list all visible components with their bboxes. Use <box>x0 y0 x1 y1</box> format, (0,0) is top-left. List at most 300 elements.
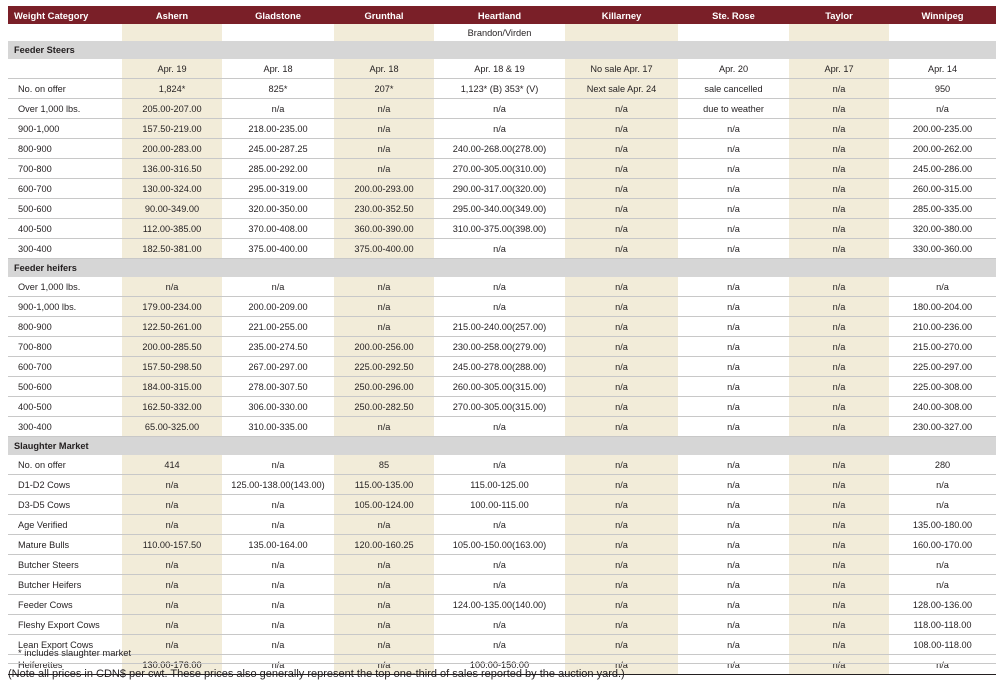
price-cell: 135.00-180.00 <box>889 515 996 535</box>
price-cell: 100.00-115.00 <box>434 495 565 515</box>
price-cell: n/a <box>334 575 434 595</box>
price-cell: 160.00-170.00 <box>889 535 996 555</box>
table-row <box>8 575 996 595</box>
price-cell: 295.00-340.00(349.00) <box>434 199 565 219</box>
table-row <box>8 595 996 615</box>
price-cell: sale cancelled <box>678 79 789 99</box>
price-cell: n/a <box>678 635 789 655</box>
price-cell: 414 <box>122 455 222 475</box>
price-cell: n/a <box>334 99 434 119</box>
price-cell: n/a <box>565 159 678 179</box>
sale-date-cell: Apr. 17 <box>789 59 889 79</box>
price-cell: n/a <box>678 575 789 595</box>
price-cell: 950 <box>889 79 996 99</box>
price-cell: 215.00-270.00 <box>889 337 996 357</box>
heartland-location-label: Brandon/Virden <box>467 27 532 38</box>
price-cell: 130.00-324.00 <box>122 179 222 199</box>
section-row <box>8 41 996 59</box>
price-cell: n/a <box>789 515 889 535</box>
price-cell: n/a <box>678 219 789 239</box>
price-cell: n/a <box>565 277 678 297</box>
price-cell: n/a <box>122 277 222 297</box>
section-title: Slaughter Market <box>8 437 996 456</box>
price-cell: n/a <box>565 635 678 655</box>
price-cell: n/a <box>334 159 434 179</box>
price-cell: 157.50-219.00 <box>122 119 222 139</box>
price-cell: n/a <box>889 575 996 595</box>
price-cell: n/a <box>565 239 678 259</box>
price-cell: n/a <box>334 595 434 615</box>
price-cell: 136.00-316.50 <box>122 159 222 179</box>
sale-date-cell: Apr. 18 <box>222 59 334 79</box>
row-label: D3-D5 Cows <box>8 495 122 515</box>
price-cell: 230.00-352.50 <box>334 199 434 219</box>
price-cell: 105.00-124.00 <box>334 495 434 515</box>
table-body <box>8 24 996 675</box>
price-cell: 221.00-255.00 <box>222 317 334 337</box>
price-cell: 118.00-118.00 <box>889 615 996 635</box>
column-header-taylor: Taylor <box>789 6 889 24</box>
table-row <box>8 119 996 139</box>
price-cell: n/a <box>334 139 434 159</box>
notes-area <box>8 643 996 664</box>
price-cell: n/a <box>678 615 789 635</box>
price-cell: 110.00-157.50 <box>122 535 222 555</box>
price-cell: n/a <box>789 655 889 675</box>
price-cell: 285.00-292.00 <box>222 159 334 179</box>
price-cell: n/a <box>789 495 889 515</box>
row-label: Over 1,000 lbs. <box>8 277 122 297</box>
price-cell: n/a <box>565 99 678 119</box>
price-cell: 65.00-325.00 <box>122 417 222 437</box>
price-cell: n/a <box>889 655 996 675</box>
price-cell: 205.00-207.00 <box>122 99 222 119</box>
price-cell: 218.00-235.00 <box>222 119 334 139</box>
price-cell: 115.00-135.00 <box>334 475 434 495</box>
table-row <box>8 495 996 515</box>
price-cell: n/a <box>678 357 789 377</box>
price-cell: 200.00-293.00 <box>334 179 434 199</box>
table-row <box>8 555 996 575</box>
price-cell: 108.00-118.00 <box>889 635 996 655</box>
price-cell: n/a <box>789 317 889 337</box>
row-label: 400-500 <box>8 219 122 239</box>
row-label: 700-800 <box>8 159 122 179</box>
price-cell: 122.50-261.00 <box>122 317 222 337</box>
table-row <box>8 377 996 397</box>
price-cell: n/a <box>565 655 678 675</box>
table-row <box>8 199 996 219</box>
price-cell: n/a <box>434 417 565 437</box>
subheader-cell <box>678 24 789 41</box>
price-cell: n/a <box>789 635 889 655</box>
price-cell: n/a <box>122 595 222 615</box>
price-cell: n/a <box>565 417 678 437</box>
price-cell: n/a <box>789 377 889 397</box>
sale-date-cell: Apr. 20 <box>678 59 789 79</box>
sale-dates-row <box>8 59 996 79</box>
price-cell: n/a <box>565 495 678 515</box>
price-cell: n/a <box>789 179 889 199</box>
row-label: 400-500 <box>8 397 122 417</box>
column-header-killarney: Killarney <box>565 6 678 24</box>
price-cell: n/a <box>678 337 789 357</box>
price-cell: n/a <box>678 179 789 199</box>
row-label: No. on offer <box>8 79 122 99</box>
price-cell: 260.00-315.00 <box>889 179 996 199</box>
column-header-weight-category: Weight Category <box>8 6 122 24</box>
column-header-ste-rose: Ste. Rose <box>678 6 789 24</box>
price-cell: n/a <box>678 515 789 535</box>
price-cell: 135.00-164.00 <box>222 535 334 555</box>
price-cell: n/a <box>222 99 334 119</box>
price-cell: 280 <box>889 455 996 475</box>
price-cell: 320.00-380.00 <box>889 219 996 239</box>
price-cell: n/a <box>334 417 434 437</box>
row-label: 800-900 <box>8 317 122 337</box>
price-cell: 370.00-408.00 <box>222 219 334 239</box>
price-cell: n/a <box>565 397 678 417</box>
price-cell: n/a <box>789 199 889 219</box>
price-cell: n/a <box>122 475 222 495</box>
subheader-cell <box>789 24 889 41</box>
price-cell: 295.00-319.00 <box>222 179 334 199</box>
price-cell: n/a <box>434 635 565 655</box>
price-cell: n/a <box>334 317 434 337</box>
sale-date-cell: Apr. 18 <box>334 59 434 79</box>
price-cell: 125.00-138.00(143.00) <box>222 475 334 495</box>
column-header-heartland: Heartland <box>434 6 565 24</box>
price-cell: n/a <box>122 515 222 535</box>
price-cell: 90.00-349.00 <box>122 199 222 219</box>
price-cell: n/a <box>678 239 789 259</box>
table-row <box>8 455 996 475</box>
table-header-row <box>8 6 996 24</box>
price-cell: 270.00-305.00(315.00) <box>434 397 565 417</box>
price-cell: n/a <box>678 555 789 575</box>
price-cell: n/a <box>122 495 222 515</box>
price-cell: 200.00-283.00 <box>122 139 222 159</box>
price-cell: 105.00-150.00(163.00) <box>434 535 565 555</box>
row-label: 300-400 <box>8 417 122 437</box>
table-row <box>8 139 996 159</box>
price-cell: 245.00-286.00 <box>889 159 996 179</box>
price-cell: n/a <box>678 119 789 139</box>
section-title: Feeder heifers <box>8 259 996 278</box>
price-cell: 225.00-297.00 <box>889 357 996 377</box>
price-cell: n/a <box>222 655 334 675</box>
subheader-cell <box>334 24 434 41</box>
price-disclaimer: (Note all prices in CDN$ per cwt. These prices also generally represent the top one-third of sales reported by the auction yard.) <box>8 668 625 680</box>
row-label: 300-400 <box>8 239 122 259</box>
row-label: 600-700 <box>8 357 122 377</box>
price-cell: 207* <box>334 79 434 99</box>
price-cell: 85 <box>334 455 434 475</box>
price-cell: n/a <box>789 357 889 377</box>
price-cell: 375.00-400.00 <box>222 239 334 259</box>
price-cell: n/a <box>334 555 434 575</box>
price-cell: n/a <box>678 199 789 219</box>
table-row <box>8 317 996 337</box>
price-cell: 162.50-332.00 <box>122 397 222 417</box>
table-row <box>8 159 996 179</box>
price-cell: n/a <box>789 119 889 139</box>
price-cell: n/a <box>565 337 678 357</box>
price-cell: n/a <box>565 475 678 495</box>
price-cell: 360.00-390.00 <box>334 219 434 239</box>
price-cell: 115.00-125.00 <box>434 475 565 495</box>
location-subheader-row <box>8 24 996 41</box>
price-cell: n/a <box>334 515 434 535</box>
price-cell: n/a <box>789 615 889 635</box>
price-cell: n/a <box>678 595 789 615</box>
sale-date-cell: Apr. 18 & 19 <box>434 59 565 79</box>
sale-date-label <box>8 59 122 79</box>
price-cell: n/a <box>678 159 789 179</box>
price-cell: n/a <box>678 277 789 297</box>
section-row <box>8 437 996 456</box>
table-row <box>8 239 996 259</box>
price-cell: 245.00-287.25 <box>222 139 334 159</box>
row-label: Butcher Heifers <box>8 575 122 595</box>
price-cell: n/a <box>434 455 565 475</box>
price-cell: n/a <box>789 79 889 99</box>
price-cell: 290.00-317.00(320.00) <box>434 179 565 199</box>
price-cell: n/a <box>565 297 678 317</box>
section-row <box>8 259 996 278</box>
price-cell: n/a <box>565 219 678 239</box>
price-cell: n/a <box>789 555 889 575</box>
column-header-gladstone: Gladstone <box>222 6 334 24</box>
price-cell: n/a <box>889 495 996 515</box>
price-cell: 112.00-385.00 <box>122 219 222 239</box>
table-row <box>8 535 996 555</box>
price-cell: due to weather <box>678 99 789 119</box>
table-row <box>8 615 996 635</box>
price-cell: n/a <box>678 377 789 397</box>
price-cell: n/a <box>678 535 789 555</box>
price-cell: Next sale Apr. 24 <box>565 79 678 99</box>
price-cell: n/a <box>889 277 996 297</box>
price-cell: n/a <box>222 277 334 297</box>
price-cell: n/a <box>889 99 996 119</box>
price-cell: n/a <box>222 495 334 515</box>
price-cell: 225.00-292.50 <box>334 357 434 377</box>
price-cell: 310.00-335.00 <box>222 417 334 437</box>
price-cell: 285.00-335.00 <box>889 199 996 219</box>
price-cell: n/a <box>789 417 889 437</box>
price-cell: n/a <box>434 297 565 317</box>
price-cell: 267.00-297.00 <box>222 357 334 377</box>
price-cell: 278.00-307.50 <box>222 377 334 397</box>
subheader-cell <box>889 24 996 41</box>
price-cell: n/a <box>789 139 889 159</box>
price-cell: n/a <box>122 555 222 575</box>
footnote: * includes slaughter market <box>8 643 996 664</box>
price-cell: n/a <box>789 277 889 297</box>
column-header-grunthal: Grunthal <box>334 6 434 24</box>
price-cell: 270.00-305.00(310.00) <box>434 159 565 179</box>
price-cell: n/a <box>889 475 996 495</box>
price-cell: n/a <box>565 179 678 199</box>
price-cell: n/a <box>334 119 434 139</box>
price-cell: n/a <box>678 139 789 159</box>
price-cell: 120.00-160.25 <box>334 535 434 555</box>
price-cell: 260.00-305.00(315.00) <box>434 377 565 397</box>
price-cell: 230.00-258.00(279.00) <box>434 337 565 357</box>
price-cell: 200.00-262.00 <box>889 139 996 159</box>
row-label: D1-D2 Cows <box>8 475 122 495</box>
price-cell: n/a <box>789 219 889 239</box>
price-cell: 1,123* (B) 353* (V) <box>434 79 565 99</box>
price-cell: n/a <box>565 575 678 595</box>
row-label: 900-1,000 <box>8 119 122 139</box>
price-cell: n/a <box>889 555 996 575</box>
price-cell: 130.00-176.00 <box>122 655 222 675</box>
row-label: 800-900 <box>8 139 122 159</box>
price-cell: n/a <box>222 615 334 635</box>
sale-date-cell: No sale Apr. 17 <box>565 59 678 79</box>
price-cell: n/a <box>789 297 889 317</box>
price-cell: n/a <box>678 455 789 475</box>
subheader-cell <box>565 24 678 41</box>
table-row <box>8 99 996 119</box>
row-label: 600-700 <box>8 179 122 199</box>
price-cell: n/a <box>565 615 678 635</box>
price-cell: n/a <box>565 555 678 575</box>
price-cell: n/a <box>222 555 334 575</box>
price-cell: n/a <box>789 455 889 475</box>
price-cell: n/a <box>789 337 889 357</box>
price-cell: 330.00-360.00 <box>889 239 996 259</box>
price-cell: 100.00-150.00 <box>434 655 565 675</box>
price-cell: n/a <box>122 635 222 655</box>
price-cell: 250.00-282.50 <box>334 397 434 417</box>
price-cell: 825* <box>222 79 334 99</box>
table-row <box>8 277 996 297</box>
column-header-winnipeg: Winnipeg <box>889 6 996 24</box>
table-row <box>8 219 996 239</box>
row-label: Age Verified <box>8 515 122 535</box>
price-cell: n/a <box>789 595 889 615</box>
price-cell: n/a <box>334 277 434 297</box>
price-cell: n/a <box>678 495 789 515</box>
price-cell: n/a <box>565 455 678 475</box>
table-row <box>8 297 996 317</box>
price-cell: n/a <box>434 515 565 535</box>
price-cell: n/a <box>678 297 789 317</box>
price-cell: 200.00-209.00 <box>222 297 334 317</box>
price-cell: 200.00-256.00 <box>334 337 434 357</box>
price-cell: n/a <box>678 475 789 495</box>
price-cell: 128.00-136.00 <box>889 595 996 615</box>
price-cell: n/a <box>678 317 789 337</box>
price-cell: n/a <box>678 417 789 437</box>
price-cell: 225.00-308.00 <box>889 377 996 397</box>
table-row <box>8 397 996 417</box>
price-cell: 310.00-375.00(398.00) <box>434 219 565 239</box>
price-cell: n/a <box>222 515 334 535</box>
price-cell: 245.00-278.00(288.00) <box>434 357 565 377</box>
section-title: Feeder Steers <box>8 41 996 59</box>
table-row <box>8 417 996 437</box>
price-cell: n/a <box>565 357 678 377</box>
price-cell: n/a <box>222 635 334 655</box>
table-row <box>8 515 996 535</box>
row-label: Heiferettes <box>8 655 122 675</box>
price-cell: 179.00-234.00 <box>122 297 222 317</box>
price-cell: n/a <box>789 535 889 555</box>
price-cell: 210.00-236.00 <box>889 317 996 337</box>
price-cell: n/a <box>122 575 222 595</box>
price-cell: 215.00-240.00(257.00) <box>434 317 565 337</box>
row-label: 500-600 <box>8 377 122 397</box>
price-cell: 124.00-135.00(140.00) <box>434 595 565 615</box>
price-cell: 1,824* <box>122 79 222 99</box>
price-cell: n/a <box>434 239 565 259</box>
price-cell: n/a <box>434 99 565 119</box>
row-label: 700-800 <box>8 337 122 357</box>
price-cell: n/a <box>789 159 889 179</box>
price-cell: n/a <box>434 615 565 635</box>
row-label: 900-1,000 lbs. <box>8 297 122 317</box>
price-cell: 200.00-285.50 <box>122 337 222 357</box>
price-cell: n/a <box>565 317 678 337</box>
auction-price-table <box>8 6 996 675</box>
price-cell: n/a <box>565 139 678 159</box>
row-label: Feeder Cows <box>8 595 122 615</box>
price-cell: n/a <box>334 615 434 635</box>
column-header-ashern: Ashern <box>122 6 222 24</box>
price-cell: n/a <box>789 575 889 595</box>
subheader-cell <box>8 24 122 41</box>
price-cell: 320.00-350.00 <box>222 199 334 219</box>
price-cell: 184.00-315.00 <box>122 377 222 397</box>
price-cell: n/a <box>434 575 565 595</box>
price-cell: n/a <box>565 535 678 555</box>
subheader-cell <box>222 24 334 41</box>
row-label: Butcher Steers <box>8 555 122 575</box>
price-cell: n/a <box>789 239 889 259</box>
price-cell: n/a <box>789 475 889 495</box>
price-cell: n/a <box>789 397 889 417</box>
row-label: Mature Bulls <box>8 535 122 555</box>
price-cell: n/a <box>222 575 334 595</box>
price-cell: n/a <box>334 297 434 317</box>
price-cell: n/a <box>334 655 434 675</box>
price-cell: 235.00-274.50 <box>222 337 334 357</box>
sale-date-cell: Apr. 14 <box>889 59 996 79</box>
price-cell: n/a <box>565 199 678 219</box>
price-cell: n/a <box>122 615 222 635</box>
price-cell: 157.50-298.50 <box>122 357 222 377</box>
price-cell: 375.00-400.00 <box>334 239 434 259</box>
row-label: No. on offer <box>8 455 122 475</box>
price-cell: n/a <box>222 455 334 475</box>
price-cell: 250.00-296.00 <box>334 377 434 397</box>
subheader-cell <box>122 24 222 41</box>
table-row <box>8 179 996 199</box>
row-label: 500-600 <box>8 199 122 219</box>
price-cell: 240.00-308.00 <box>889 397 996 417</box>
price-cell: n/a <box>565 515 678 535</box>
price-cell: 182.50-381.00 <box>122 239 222 259</box>
price-cell: n/a <box>789 99 889 119</box>
price-cell: 180.00-204.00 <box>889 297 996 317</box>
price-cell: 240.00-268.00(278.00) <box>434 139 565 159</box>
table-row <box>8 475 996 495</box>
row-label: Lean Export Cows <box>8 635 122 655</box>
